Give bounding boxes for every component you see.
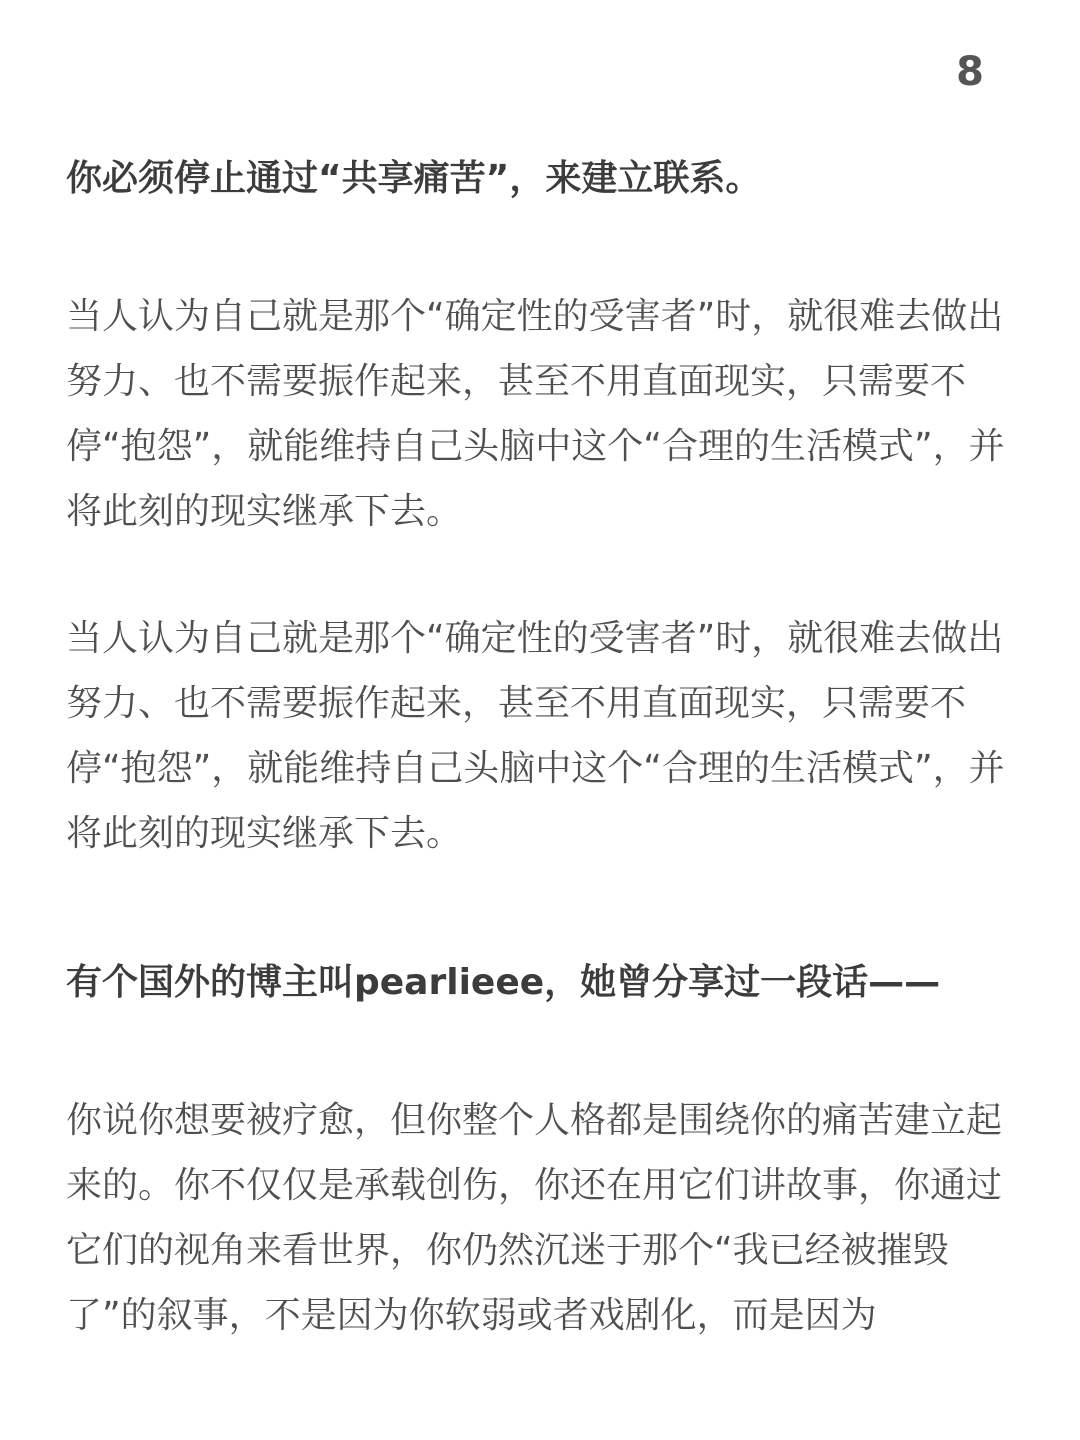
section-heading-sharing-pain: 你必须停止通过“共享痛苦”，来建立联系。	[66, 158, 762, 199]
section-heading-blogger-quote: 有个国外的博主叫pearlieee，她曾分享过一段话——	[66, 962, 941, 1003]
article-body	[66, 148, 1014, 1348]
page-number: 8	[956, 49, 984, 95]
paragraph-quote: 你说你想要被疗愈，但你整个人格都是围绕你的痛苦建立起来的。你不仅仅是承载创伤，你还在用它们讲故事，你通过它们的视角来看世界，你仍然沉迷于那个“我已经被摧毁了”的叙事，不是因为你软弱或者戏剧化，而是因为	[66, 1100, 1003, 1336]
paragraph-victim-mindset-repeat: 当人认为自己就是那个“确定性的受害者”时，就很难去做出努力、也不需要振作起来，甚至不用直面现实，只需要不停“抱怨”，就能维持自己头脑中这个“合理的生活模式”，并将此刻的现实继承下去。	[66, 618, 1005, 854]
paragraph-victim-mindset: 当人认为自己就是那个“确定性的受害者”时，就很难去做出努力、也不需要振作起来，甚至不用直面现实，只需要不停“抱怨”，就能维持自己头脑中这个“合理的生活模式”，并将此刻的现实继承下去。	[66, 296, 1005, 532]
